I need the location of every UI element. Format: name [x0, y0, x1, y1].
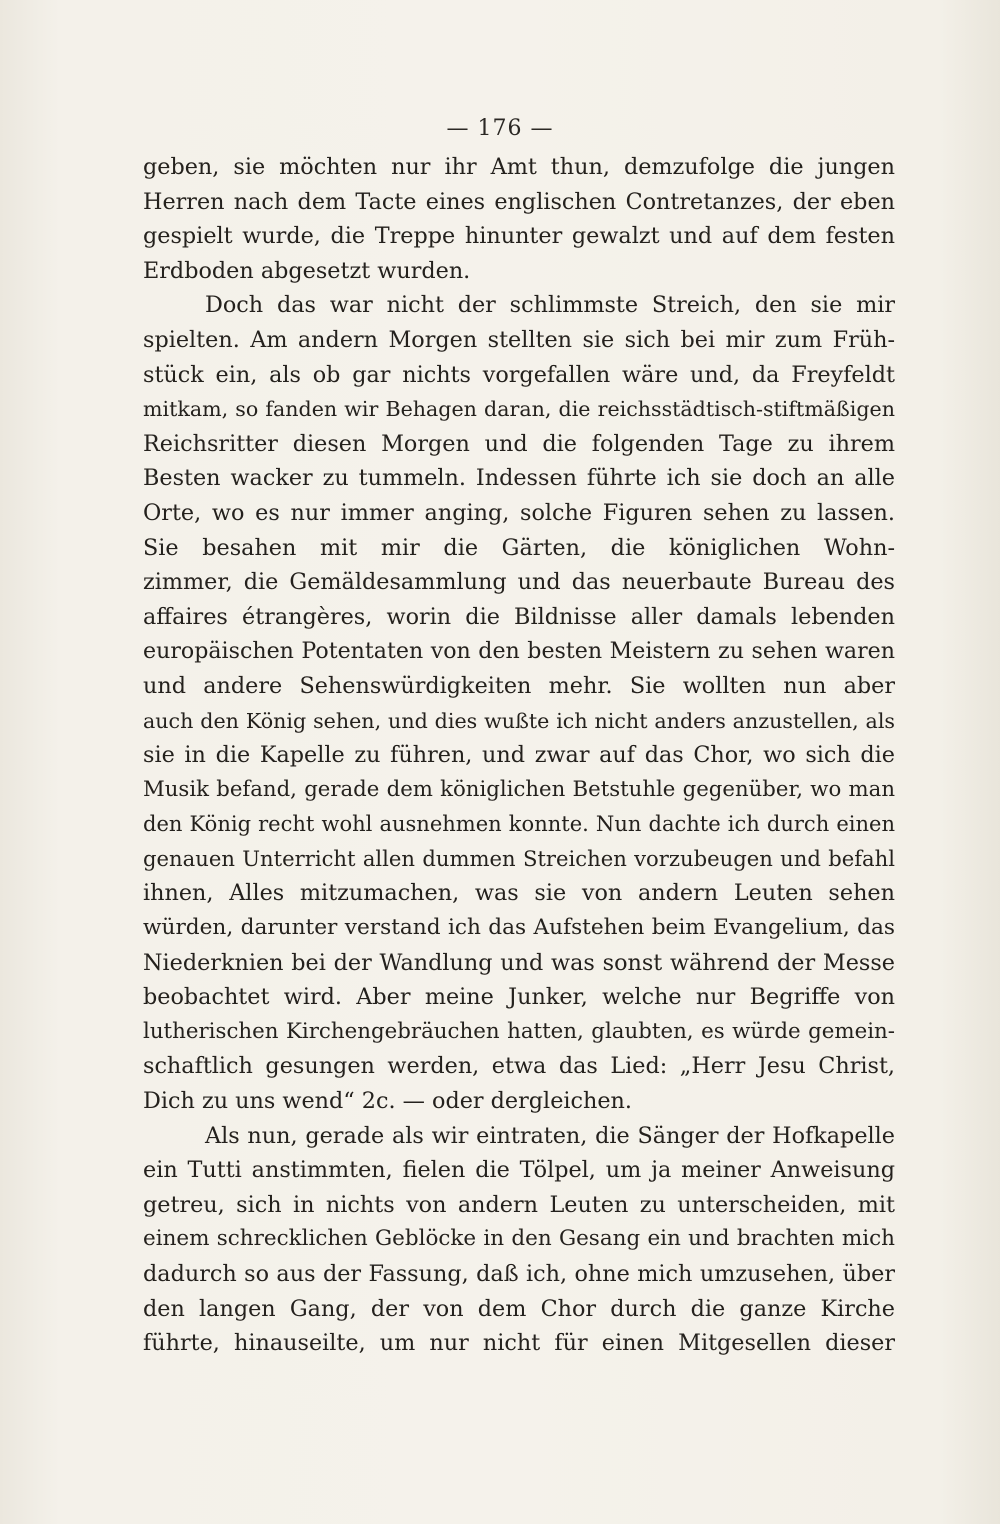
text-line: affaires étrangères, worin die Bildnisse aller damals lebenden — [143, 603, 895, 630]
text-line: Musik befand, gerade dem königlichen Betstuhle gegenüber, wo man — [143, 776, 895, 802]
text-line: den König recht wohl ausnehmen konnte. Nun dachte ich durch einen — [143, 811, 895, 837]
text-line: Doch das war nicht der schlimmste Streich, den sie mir — [205, 292, 895, 319]
text-line: Reichsritter diesen Morgen und die folgenden Tage zu ihrem — [143, 430, 895, 457]
text-line: und andere Sehenswürdigkeiten mehr. Sie wollten nun aber — [143, 672, 895, 699]
text-line: getreu, sich in nichts von andern Leuten zu unterscheiden, mit — [143, 1191, 895, 1218]
text-line: gespielt wurde, die Treppe hinunter gewalzt und auf dem festen — [143, 223, 895, 250]
text-line: Sie besahen mit mir die Gärten, die königlichen Wohn- — [143, 534, 895, 561]
text-line: auch den König sehen, und dies wußte ich nicht anders anzustellen, als — [143, 708, 895, 733]
text-line: den langen Gang, der von dem Chor durch die ganze Kirche — [143, 1295, 895, 1322]
text-line: zimmer, die Gemäldesammlung und das neuerbaute Bureau des — [143, 569, 895, 596]
text-line: dadurch so aus der Fassung, daß ich, ohne mich umzusehen, über — [143, 1261, 895, 1287]
text-line: beobachtet wird. Aber meine Junker, welche nur Begriffe von — [143, 984, 895, 1011]
text-line: schaftlich gesungen werden, etwa das Lied: „Herr Jesu Christ, — [143, 1053, 895, 1080]
text-line: spielten. Am andern Morgen stellten sie sich bei mir zum Früh- — [143, 326, 895, 353]
text-line: sie in die Kapelle zu führen, und zwar auf das Chor, wo sich die — [143, 742, 895, 769]
text-line: mitkam, so fanden wir Behagen daran, die reichsstädtisch-stiftmäßigen — [143, 397, 895, 422]
page-number: — 176 — — [446, 116, 554, 141]
text-line: europäischen Potentaten von den besten Meistern zu sehen waren — [143, 638, 895, 665]
text-line: Besten wacker zu tummeln. Indessen führte ich sie doch an alle — [143, 465, 895, 492]
text-line: Orte, wo es nur immer anging, solche Figuren sehen zu lassen. — [143, 499, 895, 526]
text-line: einem schrecklichen Geblöcke in den Gesang ein und brachten mich — [143, 1226, 895, 1252]
text-line: Niederknien bei der Wandlung und was sonst während der Messe — [143, 949, 895, 976]
text-line: lutherischen Kirchengebräuchen hatten, glaubten, es würde gemein- — [143, 1018, 895, 1044]
text-line: Herren nach dem Tacte eines englischen Contretanzes, der eben — [143, 188, 895, 215]
text-line: Als nun, gerade als wir eintraten, die Sänger der Hofkapelle — [205, 1122, 895, 1149]
text-line: würden, darunter verstand ich das Aufstehen beim Evangelium, das — [143, 915, 895, 941]
text-line: Dich zu uns wend“ 2c. — oder dergleichen. — [143, 1088, 633, 1115]
text-line: führte, hinauseilte, um nur nicht für einen Mitgesellen dieser — [143, 1330, 895, 1357]
text-line: ein Tutti anstimmten, fielen die Tölpel, um ja meiner Anweisung — [143, 1157, 895, 1184]
text-line: geben, sie möchten nur ihr Amt thun, demzufolge die jungen — [143, 154, 895, 180]
text-line: ihnen, Alles mitzumachen, was sie von andern Leuten sehen — [143, 880, 895, 907]
body-text — [143, 150, 895, 1361]
text-line: genauen Unterricht allen dummen Streichen vorzubeugen und befahl — [143, 845, 895, 871]
text-line: Erdboden abgesetzt wurden. — [143, 257, 471, 284]
text-line: stück ein, als ob gar nichts vorgefallen wäre und, da Freyfeldt — [143, 361, 895, 388]
